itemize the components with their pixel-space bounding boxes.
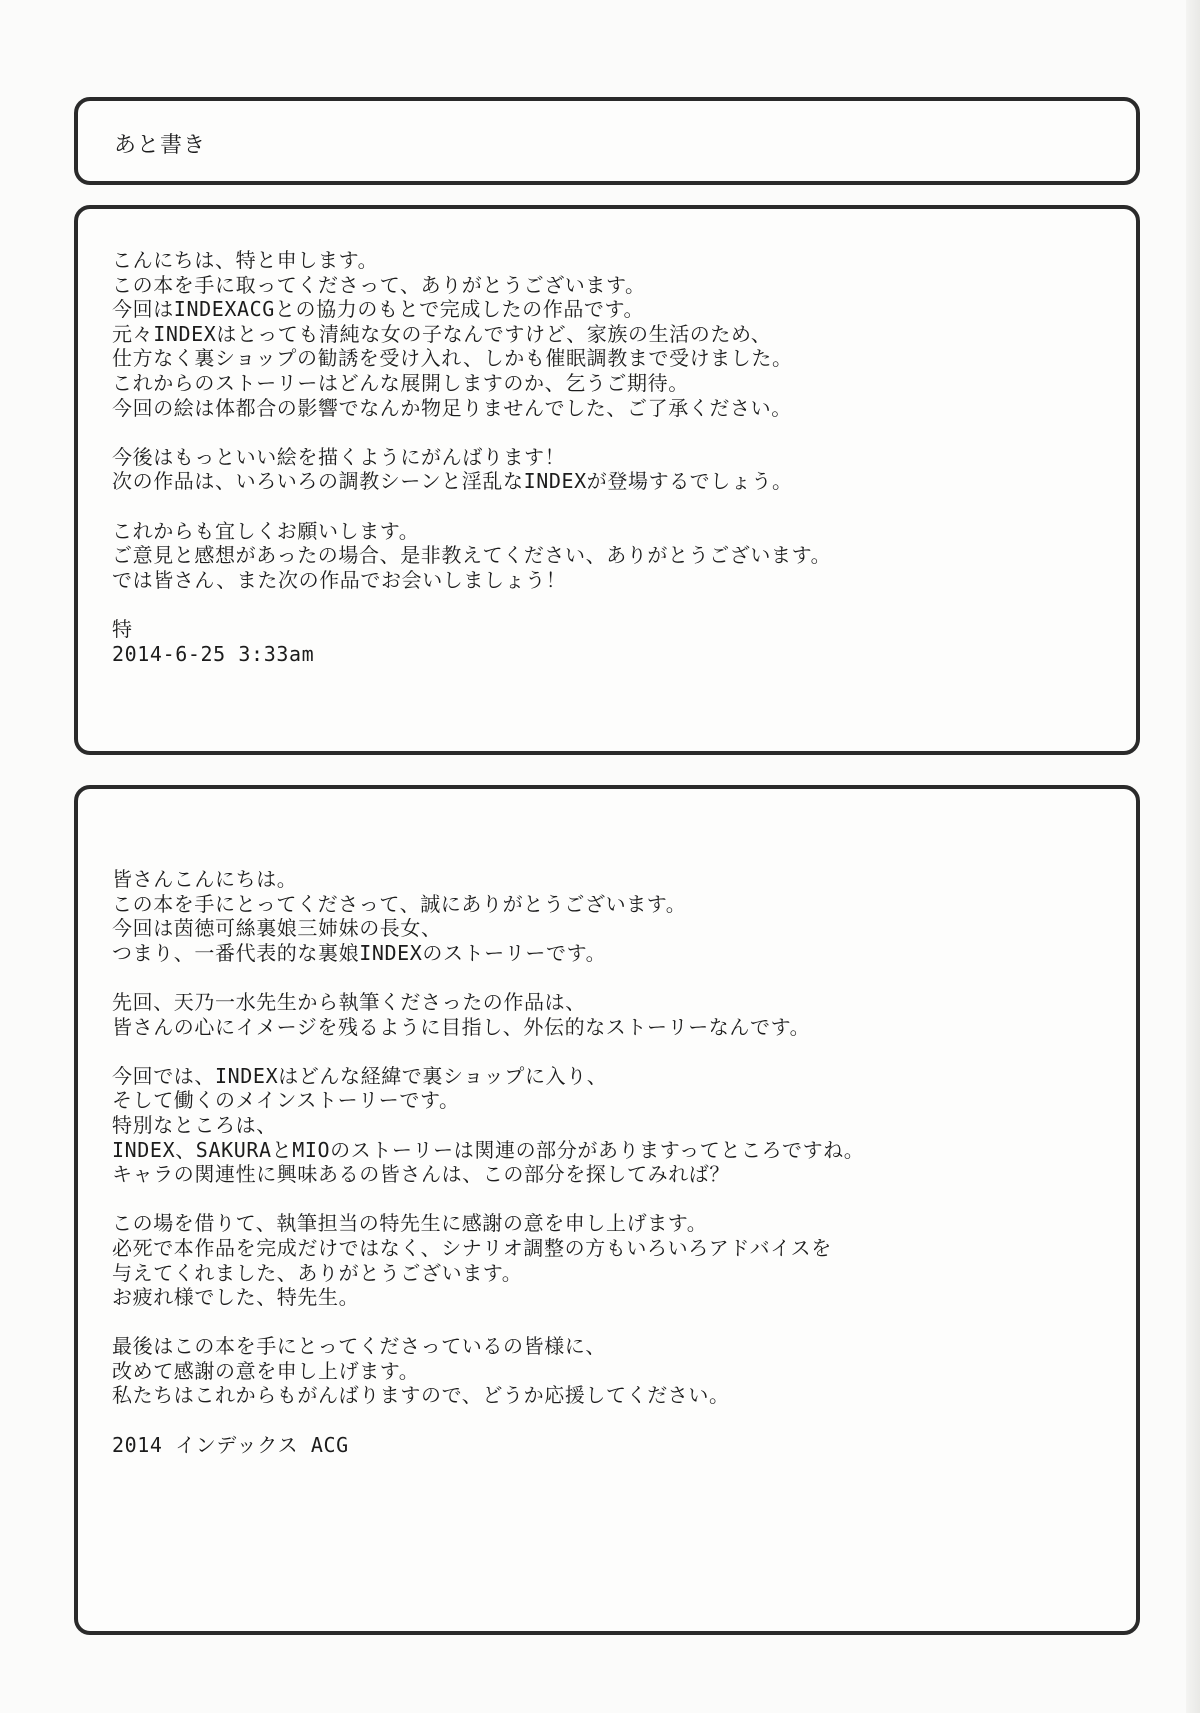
text-line: 今後はもっといい絵を描くようにがんばります！ (112, 444, 566, 469)
text-line: そして働くのメインストーリーです。 (112, 1088, 460, 1113)
paragraph-gap (112, 1310, 1116, 1335)
text-line: 与えてくれました、ありがとうございます。 (112, 1260, 523, 1285)
text-line: 今回は茵徳可絲裏娘三姉妹の長女、 (112, 916, 442, 941)
text-line: この本を手に取ってくださって、ありがとうございます。 (112, 272, 646, 297)
text-line: 皆さんこんにちは。 (112, 867, 298, 891)
text-line: 今回では、INDEXはどんな経緯で裏ショップに入り、 (112, 1063, 608, 1088)
paragraph-gap (112, 965, 1116, 990)
author-note-box (74, 205, 1140, 755)
text-line: こんにちは、特と申します。 (112, 248, 379, 272)
paragraph-gap (112, 1039, 1116, 1064)
text-line: 先回、天乃一水先生から執筆くださったの作品は、 (112, 989, 586, 1014)
text-line: 必死で本作品を完成だけではなく、シナリオ調整の方もいろいろアドバイスを (112, 1235, 832, 1260)
text-line: これからも宜しくお願いします。 (112, 518, 420, 543)
author-note-text (112, 248, 1116, 666)
text-line: では皆さん、また次の作品でお会いしましょう！ (112, 567, 567, 592)
text-line: つまり、一番代表的な裏娘INDEXのストーリーです。 (112, 940, 607, 965)
text-line: INDEX、SAKURAとMIOのストーリーは関連の部分がありますってところですね。 (112, 1137, 865, 1162)
title-box (74, 97, 1140, 185)
text-line: 今回はINDEXACGとの協力のもとで完成したの作品です。 (112, 297, 645, 322)
text-line: 改めて感謝の意を申し上げます。 (112, 1358, 420, 1383)
circle-note-text (112, 867, 1116, 1457)
text-line: これからのストーリーはどんな展開しますのか、乞うご期待。 (112, 370, 689, 395)
page-edge (1186, 0, 1200, 1713)
text-line: 最後はこの本を手にとってくださっているの皆様に、 (112, 1334, 606, 1359)
circle-note-box (74, 785, 1140, 1635)
text-line: 今回の絵は体都合の影響でなんか物足りませんでした、ご了承ください。 (112, 395, 792, 420)
text-line: ご意見と感想があったの場合、是非教えてください、ありがとうございます。 (112, 543, 832, 568)
paragraph-gap (112, 420, 1116, 445)
text-line: 2014 インデックス ACG (112, 1432, 349, 1457)
text-line: 元々INDEXはとっても清純な女の子なんですけど、家族の生活のため、 (112, 321, 772, 346)
text-line: 皆さんの心にイメージを残るように目指し、外伝的なストーリーなんです。 (112, 1014, 811, 1039)
paragraph-gap (112, 494, 1116, 519)
paragraph-gap (112, 1408, 1116, 1433)
text-line: 2014-6-25 3:33am (112, 641, 315, 666)
text-line: 私たちはこれからもがんばりますので、どうか応援してください。 (112, 1383, 730, 1408)
text-line: 特別なところは、 (112, 1112, 277, 1137)
afterword-heading: あと書き (114, 133, 207, 158)
text-line: 仕方なく裏ショップの勧誘を受け入れ、しかも催眠調教まで受けました。 (112, 346, 793, 371)
paragraph-gap (112, 1187, 1116, 1212)
text-line: 次の作品は、いろいろの調教シーンと淫乱なINDEXが登場するでしょう。 (112, 469, 793, 494)
text-line: この場を借りて、執筆担当の特先生に感謝の意を申し上げます。 (112, 1211, 708, 1236)
text-line: この本を手にとってくださって、誠にありがとうございます。 (112, 891, 687, 916)
paragraph-gap (112, 592, 1116, 617)
text-line: キャラの関連性に興味あるの皆さんは、この部分を探してみれば？ (112, 1162, 730, 1187)
text-line: 特 (112, 616, 133, 641)
text-line: お疲れ様でした、特先生。 (112, 1285, 360, 1310)
